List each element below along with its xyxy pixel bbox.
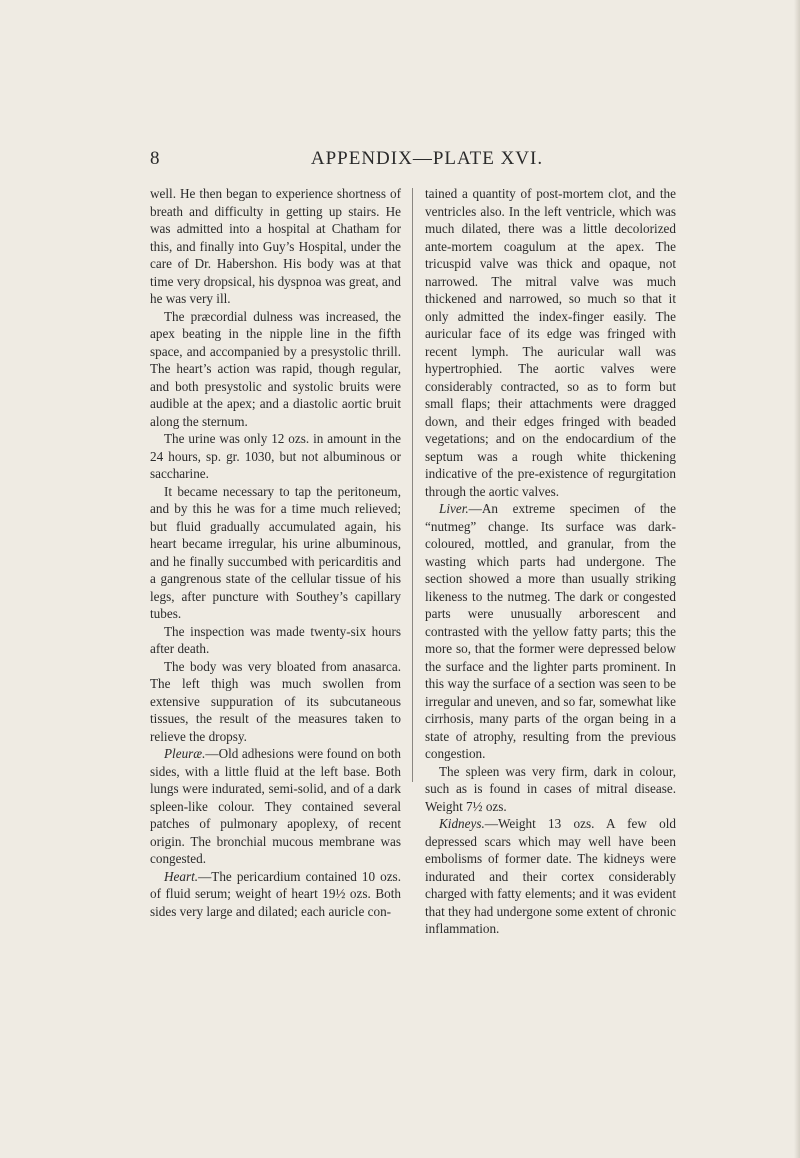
page-header	[150, 148, 674, 172]
paragraph-pleurae: Pleuræ.—Old adhesions were found on both sides, with a little fluid at the left base. Both lungs were indurated, semi-solid, and of a dark spleen-like colour. They contained several patches of pulmonary apoplexy, of recent origin. The bronchial mucous membrane was congested.	[150, 746, 401, 866]
running-title: APPENDIX—PLATE XVI.	[310, 148, 544, 169]
section-label: Liver.	[439, 501, 469, 516]
paragraph: The præcordial dulness was increased, the apex beating in the nipple line in the fifth space, and accompanied by a presystolic thrill. The heart’s action was rapid, though regular, and both presystolic and systolic bruits were audible at the apex; and a diastolic aortic bruit along the sternum.	[150, 308, 401, 429]
paragraph: The spleen was very firm, dark in colour, such as is found in cases of mitral disease. Weight 7½ ozs.	[425, 763, 676, 814]
section-label: Pleuræ.	[164, 746, 206, 761]
paragraph-kidneys: Kidneys.—Weight 13 ozs. A few old depressed scars which may well have been embolisms of former date. The kidneys were indurated and their cortex considerably charged with fatty elements; and it was evident that they had undergone some extent of chronic inflammation.	[425, 816, 676, 936]
paragraph-liver: Liver.—An extreme specimen of the “nutmeg” change. Its surface was dark-coloured, mottled, and granular, from the wasting which parts had undergone. The section showed a more than usually striking likeness to the nutmeg. The dark or congested parts were unusually arborescent and contrasted with the yellow fatty parts; this the more so, that the former were depressed below the surface and the lighter parts prominent. In this way the surface of a section was seen to be irregular and uneven, and so far, somewhat like cirrhosis, many parts of the organ being in a state of atrophy, resulting from the previous congestion.	[425, 501, 676, 761]
paragraph: The urine was only 12 ozs. in amount in the 24 hours, sp. gr. 1030, but not albuminous or saccharine.	[150, 431, 401, 481]
paragraph: tained a quantity of post-mortem clot, and the ventricles also. In the left ventricle, which was much dilated, there was a little decolorized ante-mortem coagulum at the apex. The tricuspid valve was thick and opaque, not narrowed. The mitral valve was much thickened and narrowed, so much so that it only admitted the index-finger easily. The auricular face of its edge was fringed with recent lymph. The auricular wall was hypertrophied. The aortic valves were considerably contracted, so as to form but small flaps; their attachments were dragged down, and their edges fringed with beaded vegetations; and on the endocardium of the septum was a rough white thickening indicative of the pre-existence of regurgitation through the aortic valves.	[425, 186, 676, 499]
paragraph: It became necessary to tap the peritoneum, and by this he was for a time much relieved; but fluid gradually accumulated again, his heart became irregular, his urine albuminous, and he finally succumbed with pericarditis and a gangrenous state of the cellular tissue of his legs, after puncture with Southey’s capillary tubes.	[150, 483, 401, 621]
right-column	[425, 185, 676, 938]
paragraph: The inspection was made twenty-six hours after death.	[150, 623, 401, 656]
left-column	[150, 185, 401, 920]
column-divider	[412, 188, 413, 782]
paragraph: The body was very bloated from anasarca. The left thigh was much swollen from extensive suppuration of its subcutaneous tissues, the result of the measures taken to relieve the dropsy.	[150, 658, 401, 744]
paragraph: well. He then began to experience shortness of breath and difficulty in getting up stairs. He was admitted into a hospital at Chatham for this, and finally into Guy’s Hospital, under the care of Dr. Habershon. His body was at that time very dropsical, his dyspnoa was great, and he was very ill.	[150, 186, 401, 306]
page-edge-shadow	[794, 0, 800, 1158]
section-label: Heart.	[164, 868, 199, 884]
paragraph-heart: Heart.—The pericardium contained 10 ozs. of fluid serum; weight of heart 19½ ozs. Both sides very large and dilated; each auricle con-	[150, 868, 401, 919]
page-number: 8	[150, 148, 160, 169]
section-label: Kidneys.	[439, 816, 485, 831]
